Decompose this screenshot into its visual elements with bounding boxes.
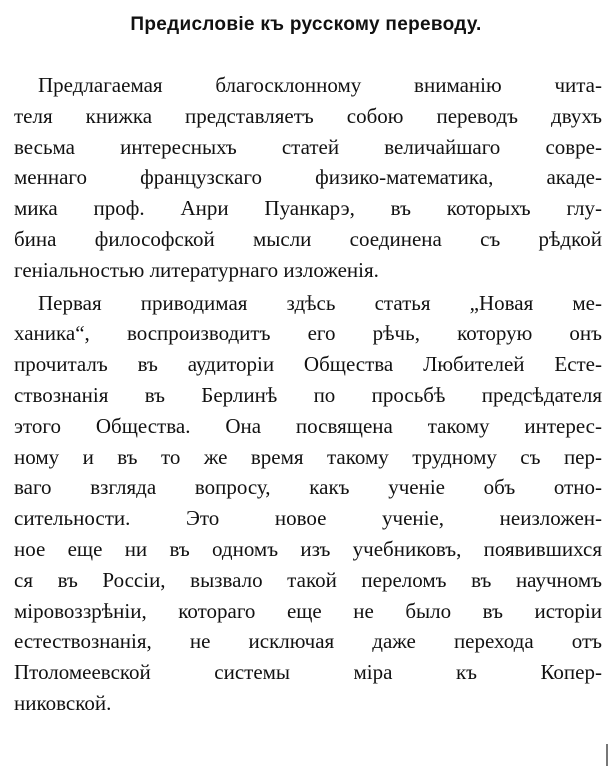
text-line: весьма интересныхъ статей величайшаго совре- bbox=[14, 134, 602, 159]
text-line: ся въ Россіи, вызвало такой переломъ въ научномъ bbox=[14, 567, 602, 592]
preface-body bbox=[14, 70, 602, 719]
text-line: ваго взгляда вопросу, какъ ученіе объ отно- bbox=[14, 475, 602, 500]
text-line: бина философской мысли соединена съ рѣдкой bbox=[14, 226, 602, 251]
text-line: этого Общества. Она посвящена такому интерес- bbox=[14, 413, 602, 438]
text-line: ханика“, воспроизводитъ его рѣчь, которую онъ bbox=[14, 321, 602, 346]
text-line: сительности. Это новое ученіе, неизложен- bbox=[14, 506, 602, 531]
text-line: Птоломеевской системы міра къ Копер- bbox=[14, 660, 602, 685]
text-line: Предлагаемая благосклонному вниманію чита- bbox=[38, 73, 602, 97]
text-line: ному и въ то же время такому трудному съ пер- bbox=[14, 444, 602, 469]
text-line: геніальностью литературнаго изложенія. bbox=[14, 257, 379, 282]
text-line: Первая приводимая здѣсь статья „Новая ме- bbox=[38, 290, 602, 315]
text-line: никовской. bbox=[14, 690, 112, 715]
text-line: естествознанія, не исключая даже перехода отъ bbox=[14, 629, 602, 654]
text-line: мика проф. Анри Пуанкарэ, въ которыхъ глу- bbox=[14, 196, 602, 221]
text-line: меннаго французскаго физико-математика, акаде- bbox=[14, 165, 602, 190]
text-line: міровоззрѣніи, котораго еще не было въ исторіи bbox=[14, 598, 602, 623]
text-line: теля книжка представляетъ собою переводъ двухъ bbox=[14, 103, 602, 128]
paragraph-1 bbox=[14, 70, 602, 286]
text-line: ное еще ни въ одномъ изъ учебниковъ, появившихся bbox=[14, 536, 602, 561]
paragraph-2 bbox=[14, 288, 602, 719]
preface-title: Предисловіе къ русскому переводу. bbox=[130, 14, 482, 35]
text-line: прочиталъ въ аудиторіи Общества Любителей Есте- bbox=[14, 352, 602, 377]
text-line: ствознанія въ Берлинѣ по просьбѣ предсѣдателя bbox=[14, 382, 602, 407]
page-edge-mark bbox=[606, 744, 608, 766]
